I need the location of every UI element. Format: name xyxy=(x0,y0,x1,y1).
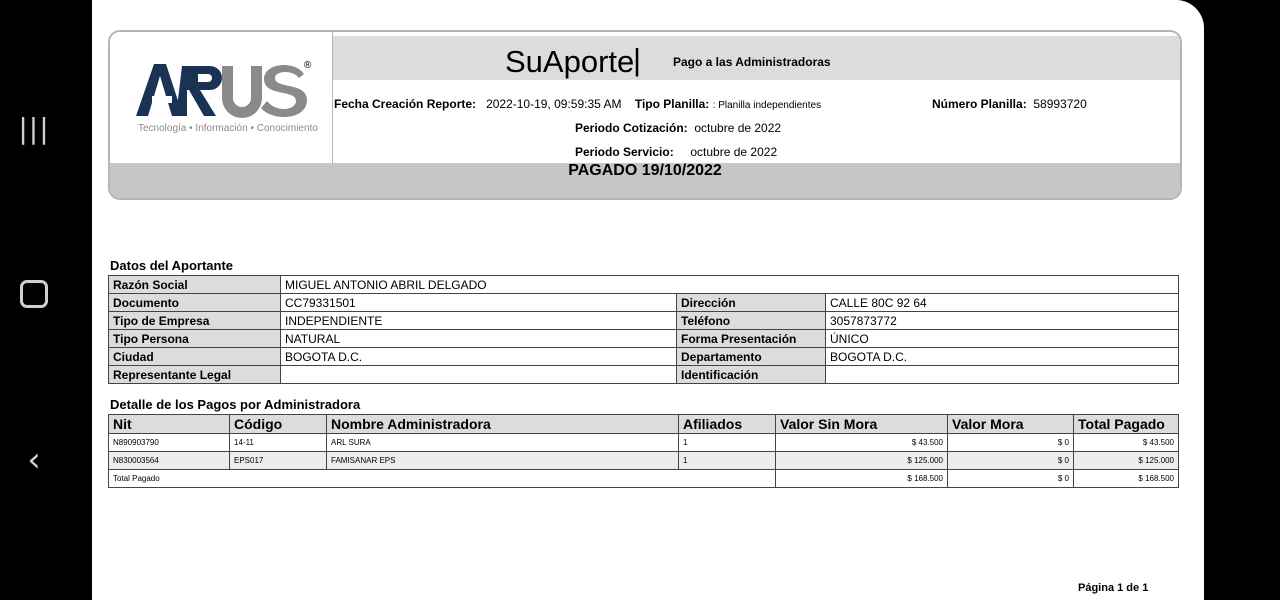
total-cell: $ 125.000 xyxy=(1074,452,1179,470)
nombre-cell: FAMISANAR EPS xyxy=(327,452,679,470)
back-icon[interactable]: ‹ xyxy=(27,440,41,480)
nombre-cell: ARL SURA xyxy=(327,434,679,452)
table-row xyxy=(109,294,1179,312)
page-number: Página 1 de 1 xyxy=(1078,582,1149,594)
ciudad-label: Ciudad xyxy=(109,348,281,366)
col-total: Total Pagado xyxy=(1074,415,1179,434)
direccion-value: CALLE 80C 92 64 xyxy=(826,294,1179,312)
nit-cell: N890903790 xyxy=(109,434,230,452)
afiliados-cell: 1 xyxy=(679,452,776,470)
report-subtitle: Pago a las Administradoras xyxy=(673,55,831,69)
table-row xyxy=(109,452,1179,470)
col-codigo: Código xyxy=(230,415,327,434)
codigo-cell: 14-11 xyxy=(230,434,327,452)
documento-label: Documento xyxy=(109,294,281,312)
android-nav-bar xyxy=(0,0,92,590)
identificacion-value xyxy=(826,366,1179,384)
col-mora: Valor Mora xyxy=(948,415,1074,434)
home-icon[interactable] xyxy=(20,280,48,308)
status-bar xyxy=(110,163,1180,198)
total-cell: $ 43.500 xyxy=(1074,434,1179,452)
report-header xyxy=(108,30,1182,200)
tipo-planilla-value: : Planilla independientes xyxy=(712,100,822,111)
document-page xyxy=(92,0,1204,600)
razon-social-value: MIGUEL ANTONIO ABRIL DELGADO xyxy=(281,276,1179,294)
codigo-cell: EPS017 xyxy=(230,452,327,470)
arus-logo xyxy=(110,32,333,163)
numero-planilla-label: Número Planilla: xyxy=(932,97,1027,111)
tipo-persona-label: Tipo Persona xyxy=(109,330,281,348)
table-row xyxy=(109,434,1179,452)
representante-value xyxy=(281,366,677,384)
col-sin-mora: Valor Sin Mora xyxy=(776,415,948,434)
tipo-planilla-label: Tipo Planilla: xyxy=(634,97,710,111)
table-total-row xyxy=(109,470,1179,488)
table-row xyxy=(109,276,1179,294)
app-name: SuAporte xyxy=(505,44,635,79)
aportante-table xyxy=(108,275,1179,384)
title-bar xyxy=(333,36,1180,80)
registered-mark: ® xyxy=(304,60,312,71)
pagos-title: Detalle de los Pagos por Administradora xyxy=(110,397,361,412)
direccion-label: Dirección xyxy=(677,294,826,312)
total-pagado: $ 168.500 xyxy=(1074,470,1179,488)
mora-cell: $ 0 xyxy=(948,434,1074,452)
telefono-label: Teléfono xyxy=(677,312,826,330)
documento-value: CC79331501 xyxy=(281,294,677,312)
logo-tagline: Tecnología • Información • Conocimiento xyxy=(138,123,318,134)
ciudad-value: BOGOTA D.C. xyxy=(281,348,677,366)
periodo-servicio-label: Periodo Servicio: xyxy=(575,145,674,159)
tipo-empresa-label: Tipo de Empresa xyxy=(109,312,281,330)
afiliados-cell: 1 xyxy=(679,434,776,452)
identificacion-label: Identificación xyxy=(677,366,826,384)
sin-mora-cell: $ 125.000 xyxy=(776,452,948,470)
aportante-title: Datos del Aportante xyxy=(110,258,234,273)
table-row xyxy=(109,312,1179,330)
departamento-label: Departamento xyxy=(677,348,826,366)
tipo-persona-value: NATURAL xyxy=(281,330,677,348)
fecha-label: Fecha Creación Reporte: xyxy=(334,97,477,111)
telefono-value: 3057873772 xyxy=(826,312,1179,330)
table-row xyxy=(109,366,1179,384)
tipo-empresa-value: INDEPENDIENTE xyxy=(281,312,677,330)
periodo-cotizacion-label: Periodo Cotización: xyxy=(575,121,688,135)
table-row xyxy=(109,348,1179,366)
sin-mora-cell: $ 43.500 xyxy=(776,434,948,452)
razon-social-label: Razón Social xyxy=(109,276,281,294)
arus-logo-icon xyxy=(136,60,316,120)
col-nit: Nit xyxy=(109,415,230,434)
periodo-cotizacion-value: octubre de 2022 xyxy=(694,121,782,135)
col-afiliados: Afiliados xyxy=(679,415,776,434)
periodo-servicio-value: octubre de 2022 xyxy=(690,145,778,159)
mora-cell: $ 0 xyxy=(948,452,1074,470)
representante-label: Representante Legal xyxy=(109,366,281,384)
payment-status: PAGADO 19/10/2022 xyxy=(568,162,722,179)
fecha-value: 2022-10-19, 09:59:35 AM xyxy=(486,97,622,111)
forma-presentacion-value: ÚNICO xyxy=(826,330,1179,348)
nit-cell: N830003564 xyxy=(109,452,230,470)
forma-presentacion-label: Forma Presentación xyxy=(677,330,826,348)
title-separator: | xyxy=(633,42,642,77)
total-sin-mora: $ 168.500 xyxy=(776,470,948,488)
table-row xyxy=(109,330,1179,348)
departamento-value: BOGOTA D.C. xyxy=(826,348,1179,366)
table-header-row xyxy=(109,415,1179,434)
numero-planilla-value: 58993720 xyxy=(1033,97,1087,111)
col-nombre: Nombre Administradora xyxy=(327,415,679,434)
pagos-table xyxy=(108,414,1179,488)
recents-icon[interactable]: ||| xyxy=(18,112,50,145)
total-label: Total Pagado xyxy=(109,470,776,488)
total-mora: $ 0 xyxy=(948,470,1074,488)
